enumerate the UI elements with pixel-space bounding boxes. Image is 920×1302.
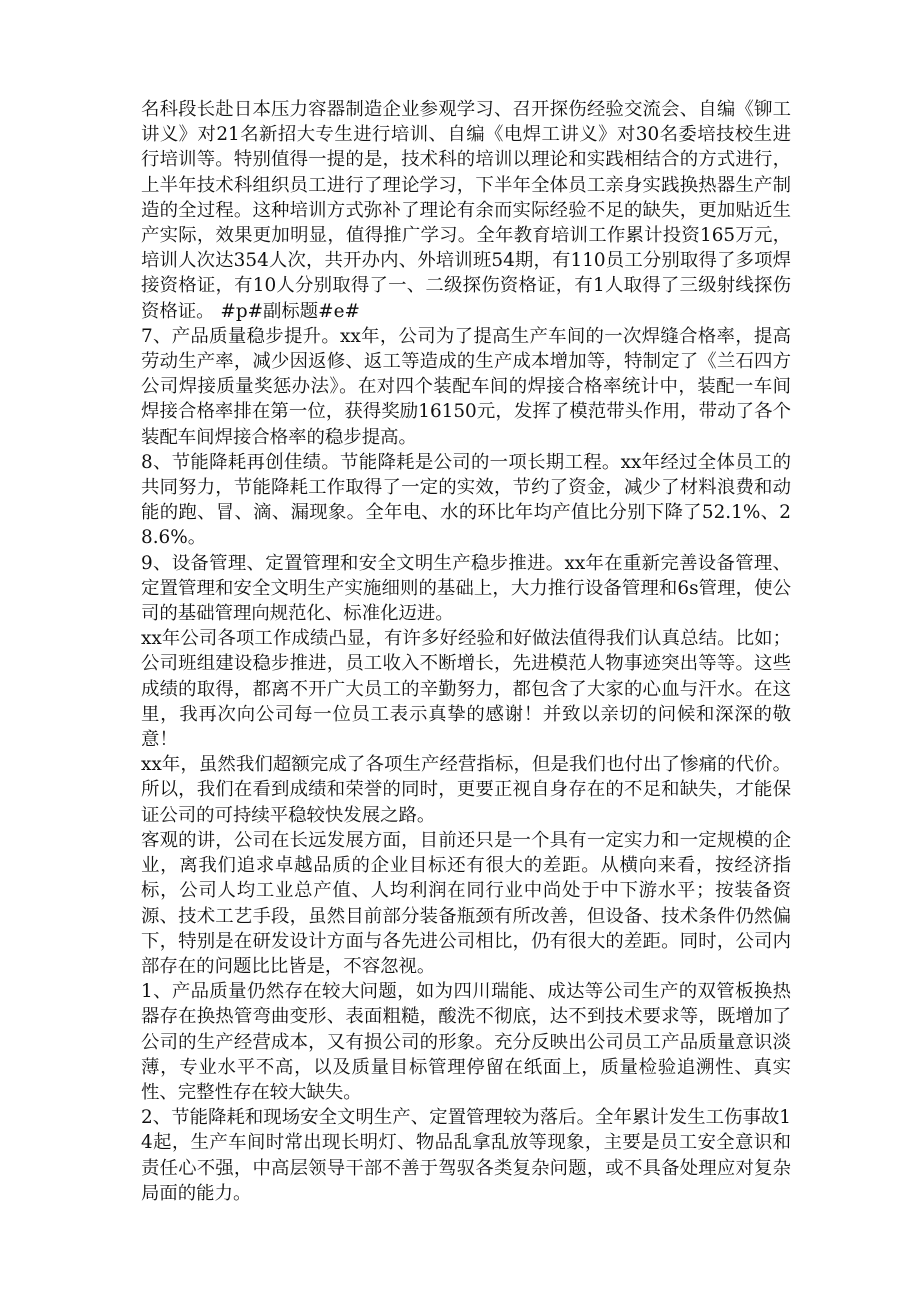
paragraph-problem-safety: 2、节能降耗和现场安全文明生产、定置管理较为落后。全年累计发生工伤事故14起，生产车间时常出现长明灯、物品乱拿乱放等现象，主要是员工安全意识和责任心不强，中高层领导干部不善于驾驭各类复杂问题，或不具备处理应对复杂局面的能力。 xyxy=(141,1107,791,1204)
paragraph-equipment-management: 9、设备管理、定置管理和安全文明生产稳步推进。xx年在重新完善设备管理、定置管理和安全文明生产实施细则的基础上，大力推行设备管理和6s管理，使公司的基础管理向规范化、标准化迈进。 xyxy=(141,552,791,625)
paragraph-achievements: xx年公司各项工作成绩凸显，有许多好经验和好做法值得我们认真总结。比如；公司班组建设稳步推进，员工收入不断增长，先进模范人物事迹突出等等。这些成绩的取得，都离不开广大员工的辛勤努力，都包含了大家的心血与汗水。在这里，我再次向公司每一位员工表示真挚的感谢！并致以亲切的问候和深深的敬意！ xyxy=(141,628,791,751)
paragraph-cost: xx年，虽然我们超额完成了各项生产经营指标，但是我们也付出了惨痛的代价。所以，我们在看到成绩和荣誉的同时，更要正视自身存在的不足和缺失，才能保证公司的可持续平稳较快发展之路。 xyxy=(141,754,791,826)
document-body xyxy=(141,97,791,1206)
paragraph-quality-improvement: 7、产品质量稳步提升。xx年，公司为了提高生产车间的一次焊缝合格率，提高劳动生产率，减少因返修、返工等造成的生产成本增加等，特制定了《兰石四方公司焊接质量奖惩办法》。在对四个装配车间的焊接合格率统计中，装配一车间焊接合格率排在第一位，获得奖励16150元，发挥了模范带头作用，带动了各个装配车间焊接合格率的稳步提高。 xyxy=(141,325,791,448)
paragraph-energy-saving: 8、节能降耗再创佳绩。节能降耗是公司的一项长期工程。xx年经过全体员工的共同努力，节能降耗工作取得了一定的实效，节约了资金，减少了材料浪费和动能的跑、冒、滴、漏现象。全年电、水的环比年均产值比分别下降了52.1%、28.6%。 xyxy=(141,451,791,549)
paragraph-problem-quality: 1、产品质量仍然存在较大问题，如为四川瑞能、成达等公司生产的双管板换热器存在换热管弯曲变形、表面粗糙，酸洗不彻底，达不到技术要求等，既增加了公司的生产经营成本，又有损公司的形象。充分反映出公司员工产品质量意识淡薄，专业水平不高，以及质量目标管理停留在纸面上，质量检验追溯性、真实性、完整性存在较大缺失。 xyxy=(141,981,791,1103)
paragraph-objective-view: 客观的讲，公司在长远发展方面，目前还只是一个具有一定实力和一定规模的企业，离我们追求卓越品质的企业目标还有很大的差距。从横向来看，按经济指标，公司人均工业总产值、人均利润在同行业中尚处于中下游水平；按装备资源、技术工艺手段，虽然目前部分装备瓶颈有所改善，但设备、技术条件仍然偏下，特别是在研发设计方面与各先进公司相比，仍有很大的差距。同时，公司内部存在的问题比比皆是，不容忽视。 xyxy=(141,829,791,977)
paragraph-training: 名科段长赴日本压力容器制造企业参观学习、召开探伤经验交流会、自编《铆工讲义》对21名新招大专生进行培训、自编《电焊工讲义》对30名委培技校生进行培训等。特别值得一提的是，技术科的培训以理论和实践相结合的方式进行，上半年技术科组织员工进行了理论学习，下半年全体员工亲身实践换热器生产制造的全过程。这种培训方式弥补了理论有余而实际经验不足的缺失，更加贴近生产实际，效果更加明显，值得推广学习。全年教育培训工作累计投资165万元，培训人次达354人次，共开办内、外培训班54期，有110员工分别取得了多项焊接资格证，有10人分别取得了一、二级探伤资格证，有1人取得了三级射线探伤资格证。 #p#副标题#e# xyxy=(141,99,791,322)
